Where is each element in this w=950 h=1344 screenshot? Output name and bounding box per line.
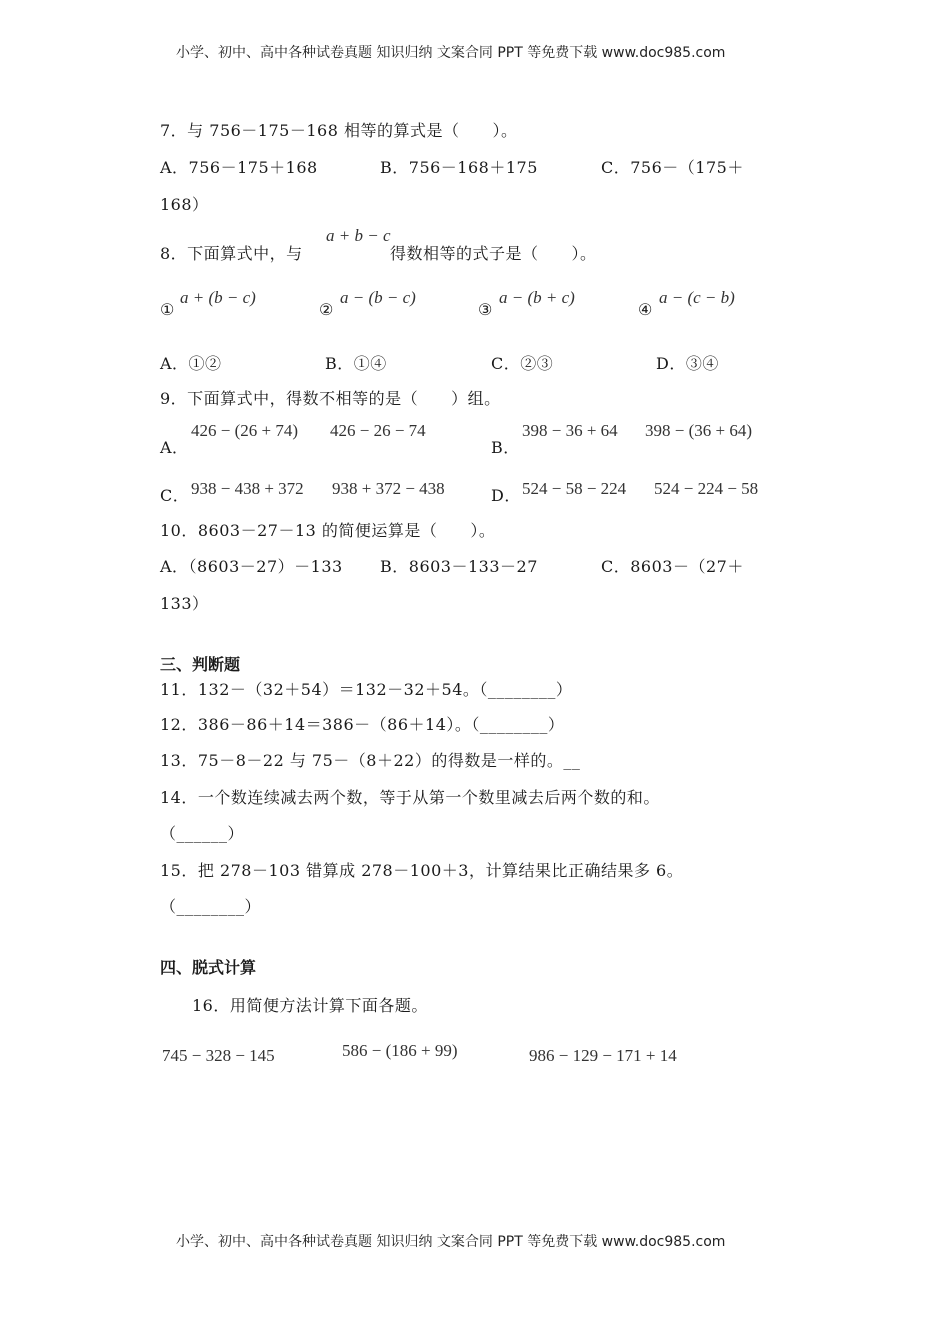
q11: 11．132－（32＋54）＝132－32＋54。（________） [160,680,573,699]
q14-answer-blank: （______） [160,824,245,843]
q9-option-b-expr-1: 398 − 36 + 64 [522,421,618,440]
q10-option-b: B．8603－133－27 [380,557,538,576]
q8-option-d: D．③④ [656,354,719,373]
q10-option-c: C．8603－（27＋ [601,557,744,576]
q16-stem: 16．用简便方法计算下面各题。 [192,996,428,1015]
q9-option-a-label: A． [160,438,189,457]
q8-choice-3-marker: ③ [478,300,493,319]
q8-choice-1: a + (b − c) [180,288,256,307]
q8-choice-3: a − (b + c) [499,288,575,307]
q9-option-a-expr-2: 426 − 26 − 74 [330,421,426,440]
q8-choice-4-marker: ④ [638,300,653,319]
q7-stem: 7．与 756－175－168 相等的算式是（ ）。 [160,121,518,140]
q13: 13．75－8－22 与 75－（8＋22）的得数是一样的。__ [160,751,581,770]
q7-option-c-cont: 168） [160,195,209,214]
calc-expression-1: 745 − 328 − 145 [162,1046,275,1065]
section-judgement-heading: 三、判断题 [160,655,241,674]
q8-choice-2-marker: ② [319,300,334,319]
q10-stem: 10．8603－27－13 的简便运算是（ ）。 [160,521,496,540]
q8-option-b: B．①④ [325,354,387,373]
q8-choice-4: a − (c − b) [659,288,735,307]
q8-stem-start: 8．下面算式中，与 [160,244,303,263]
page-footer: 小学、初中、高中各种试卷真题 知识归纳 文案合同 PPT 等免费下载 www.doc985.com [176,1234,726,1250]
q10-option-c-cont: 133） [160,594,209,613]
q8-expression: a + b − c [326,226,391,245]
q8-stem-end: 得数相等的式子是（ ）。 [390,244,597,263]
q9-option-a-expr-1: 426 − (26 + 74) [191,421,298,440]
q10-option-a: A．（8603－27）－133 [160,557,343,576]
q12: 12．386－86＋14＝386－（86＋14）。（________） [160,715,565,734]
q7-option-a: A．756－175＋168 [160,158,318,177]
q14: 14．一个数连续减去两个数，等于从第一个数里减去后两个数的和。 [160,788,660,807]
q8-choice-1-marker: ① [160,300,175,319]
q9-option-c-expr-2: 938 + 372 − 438 [332,479,445,498]
q7-option-c: C．756－（175＋ [601,158,744,177]
section-calculation-heading: 四、脱式计算 [160,958,257,977]
calc-expression-3: 986 − 129 − 171 + 14 [529,1046,677,1065]
q9-option-d-expr-1: 524 − 58 − 224 [522,479,627,498]
q8-choice-2: a − (b − c) [340,288,416,307]
page-header: 小学、初中、高中各种试卷真题 知识归纳 文案合同 PPT 等免费下载 www.doc985.com [176,45,726,61]
q8-option-a: A．①② [160,354,222,373]
calc-expression-2: 586 − (186 + 99) [342,1041,458,1060]
q9-option-c-label: C． [160,486,190,505]
q9-option-b-label: B． [491,438,520,457]
q9-option-d-expr-2: 524 − 224 − 58 [654,479,759,498]
q9-option-b-expr-2: 398 − (36 + 64) [645,421,752,440]
q9-option-d-label: D． [491,486,521,505]
q7-option-b: B．756－168＋175 [380,158,538,177]
q8-option-c: C．②③ [491,354,554,373]
q15-answer-blank: （________） [160,897,262,916]
q15: 15．把 278－103 错算成 278－100＋3，计算结果比正确结果多 6。 [160,861,684,880]
q9-option-c-expr-1: 938 − 438 + 372 [191,479,304,498]
q9-stem: 9．下面算式中，得数不相等的是（ ）组。 [160,389,501,408]
